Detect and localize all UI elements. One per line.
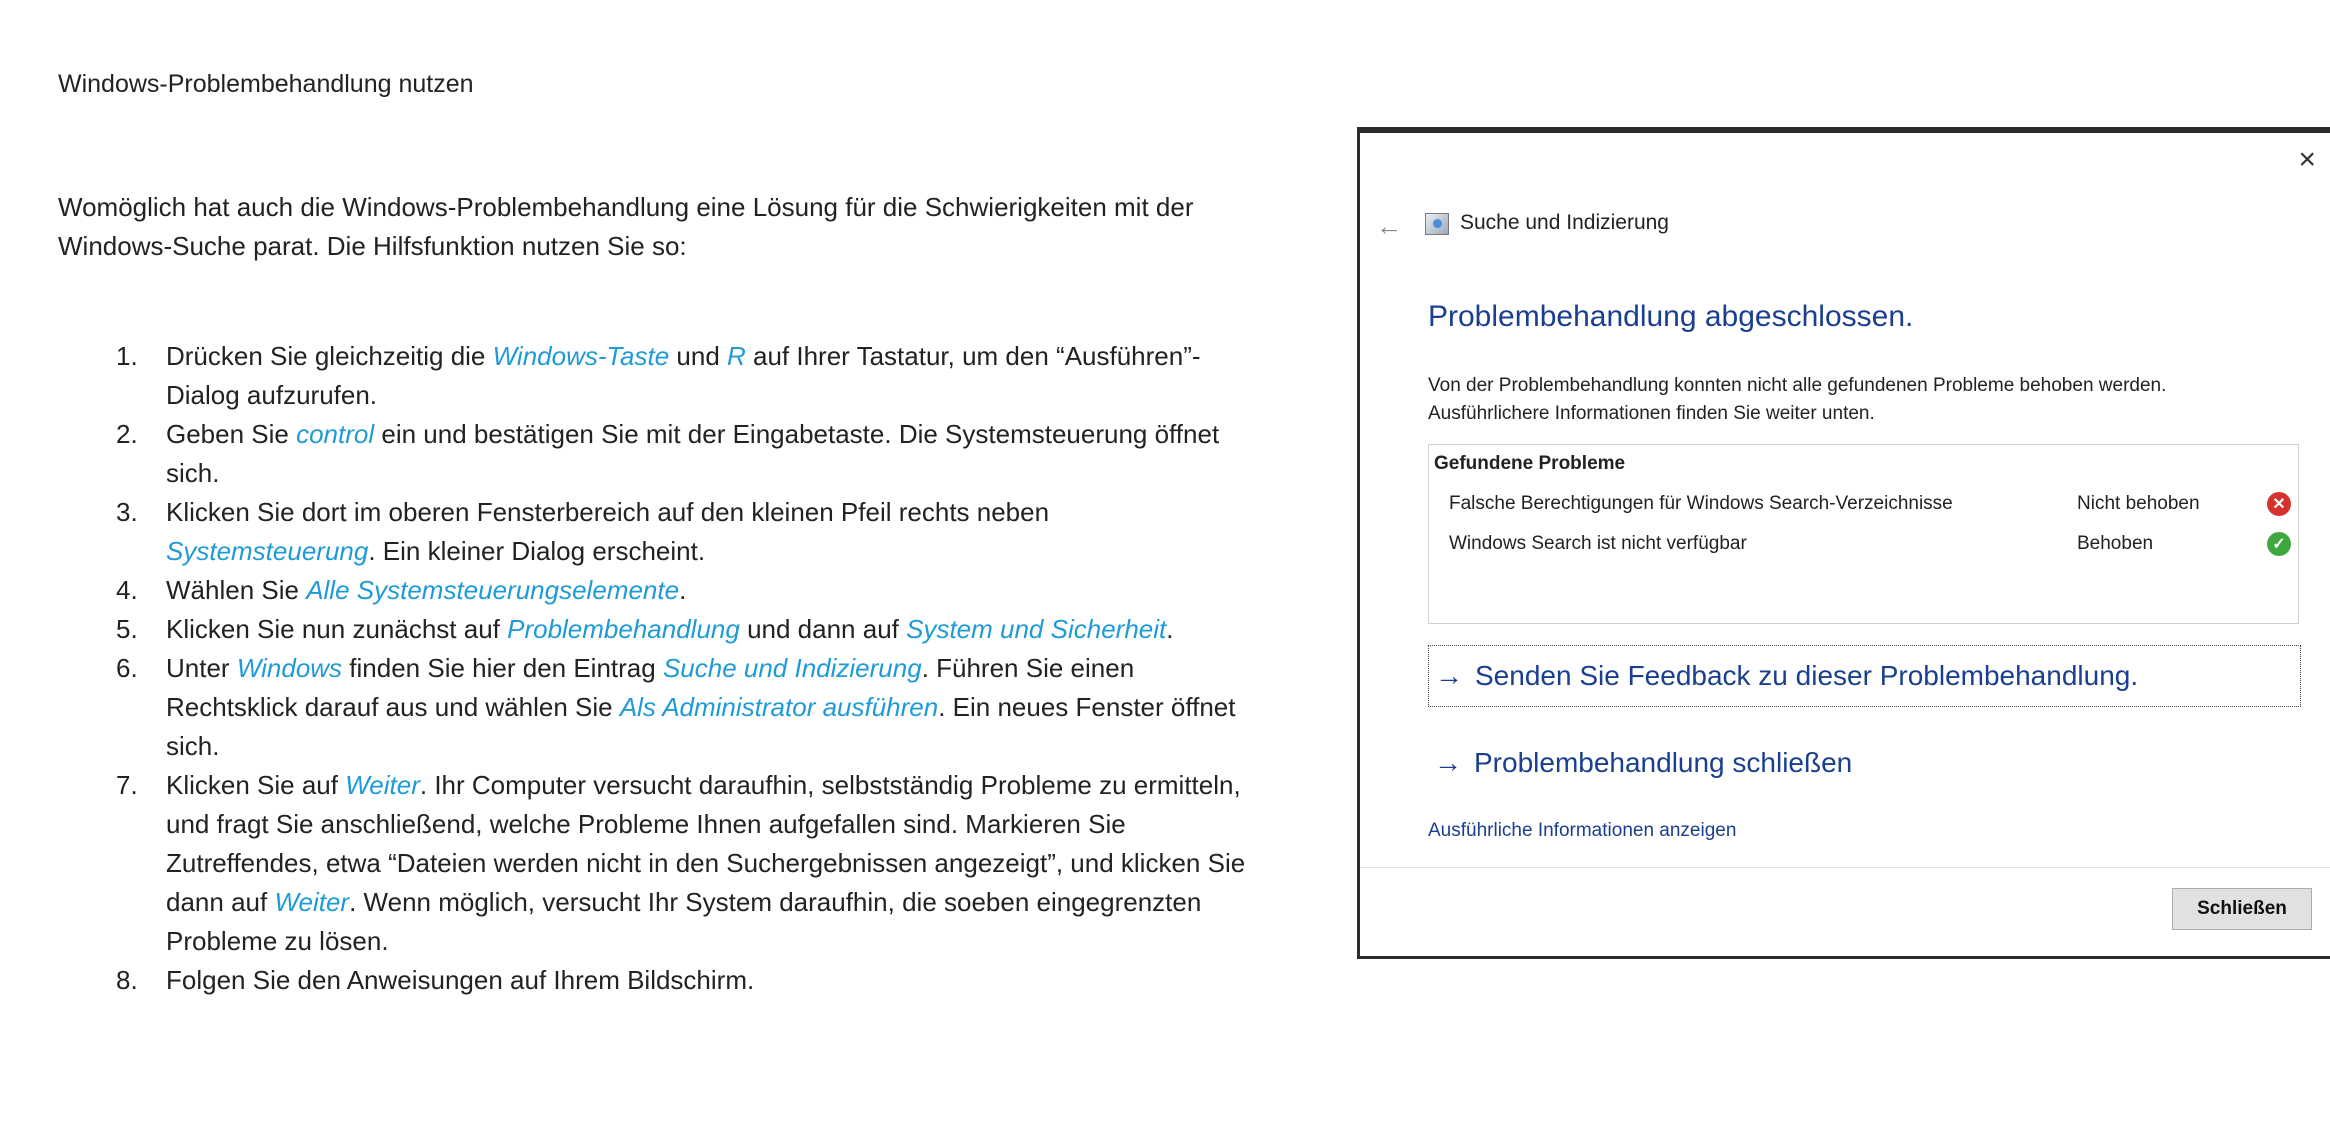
key-r-label: R bbox=[727, 341, 746, 371]
systemsteuerung-label: Systemsteuerung bbox=[166, 536, 369, 566]
problembehandlung-label: Problembehandlung bbox=[507, 614, 740, 644]
step-7: Klicken Sie auf Weiter. Ihr Computer versucht daraufhin, selbstständig Probleme zu ermitteln, und fragt Sie anschließend, welche Probleme Ihnen aufgefallen sind. Markieren Sie Zutreffendes, etwa “Dateien werden nicht in den Suchergebnissen angezeigt”, und klicken Sie dann auf Weiter. Wenn möglich, versucht Ihr System daraufhin, die soeben eingegrenzten Probleme zu lösen. bbox=[166, 770, 1246, 956]
article-intro: Womöglich hat auch die Windows-Problembehandlung eine Lösung für die Schwierigkeiten mit der Windows-Suche parat. Die Hilfsfunktion nutzen Sie so: bbox=[58, 192, 1194, 261]
steps-list bbox=[58, 337, 1258, 1000]
dialog-app-title: Suche und Indizierung bbox=[1460, 211, 1669, 234]
problem-name: Windows Search ist nicht verfügbar bbox=[1449, 533, 1747, 554]
details-link[interactable]: Ausführliche Informationen anzeigen bbox=[1428, 820, 1737, 841]
step-1: Drücken Sie gleichzeitig die Windows-Taste und R auf Ihrer Tastatur, um den “Ausführen”-Dialog aufzurufen. bbox=[166, 341, 1201, 410]
article-title: Windows-Problembehandlung nutzen bbox=[58, 70, 474, 98]
problem-status: Nicht behoben bbox=[2077, 493, 2200, 514]
step-8: Folgen Sie den Anweisungen auf Ihrem Bildschirm. bbox=[166, 965, 755, 995]
suche-indizierung-label: Suche und Indizierung bbox=[662, 653, 922, 683]
dialog-description: Von der Problembehandlung konnten nicht alle gefundenen Probleme behoben werden. Ausführlichere Informationen finden Sie weiter unten. bbox=[1428, 375, 2167, 424]
back-arrow-icon[interactable]: ← bbox=[1376, 211, 1402, 241]
system-sicherheit-label: System und Sicherheit bbox=[906, 614, 1167, 644]
step-5: Klicken Sie nun zunächst auf Problembehandlung und dann auf System und Sicherheit. bbox=[166, 614, 1174, 644]
arrow-right-icon: → bbox=[1434, 747, 1462, 778]
step-2: Geben Sie control ein und bestätigen Sie mit der Eingabetaste. Die Systemsteuerung öffnet sich. bbox=[166, 419, 1220, 488]
key-windows-label: Windows-Taste bbox=[492, 341, 670, 371]
feedback-link-label: Senden Sie Feedback zu dieser Problembehandlung. bbox=[1475, 660, 2139, 691]
problem-status: Behoben bbox=[2077, 533, 2154, 554]
arrow-right-icon: → bbox=[1435, 660, 1463, 691]
step-3: Klicken Sie dort im oberen Fensterbereich auf den kleinen Pfeil rechts neben Systemsteuerung. Ein kleiner Dialog erscheint. bbox=[166, 497, 1050, 566]
als-admin-label: Als Administrator ausführen bbox=[619, 692, 939, 722]
dialog-heading: Problembehandlung abgeschlossen. bbox=[1428, 300, 1914, 333]
dialog-footer bbox=[1360, 867, 2330, 956]
error-icon: ✕ bbox=[2267, 492, 2291, 516]
close-troubleshooter-label: Problembehandlung schließen bbox=[1474, 747, 1853, 778]
close-troubleshooter-link[interactable] bbox=[1434, 733, 1852, 793]
close-button[interactable]: Schließen bbox=[2172, 888, 2312, 930]
problems-box bbox=[1428, 444, 2299, 624]
feedback-link[interactable] bbox=[1428, 645, 2301, 707]
windows-label: Windows bbox=[236, 653, 343, 683]
alle-elemente-label: Alle Systemsteuerungselemente bbox=[306, 575, 680, 605]
check-icon: ✓ bbox=[2267, 532, 2291, 556]
problems-header: Gefundene Probleme bbox=[1434, 453, 1626, 474]
problem-row bbox=[1449, 533, 2289, 563]
weiter-label: Weiter bbox=[345, 770, 420, 800]
close-icon[interactable]: × bbox=[2298, 143, 2316, 176]
step-4: Wählen Sie Alle Systemsteuerungselemente. bbox=[166, 575, 687, 605]
step-6: Unter Windows finden Sie hier den Eintrag Suche und Indizierung. Führen Sie einen Rechtsklick darauf aus und wählen Sie Als Administrator ausführen. Ein neues Fenster öffnet sich. bbox=[166, 653, 1236, 761]
control-command-label: control bbox=[296, 419, 375, 449]
weiter-label-2: Weiter bbox=[274, 887, 350, 917]
problem-row bbox=[1449, 493, 2289, 523]
troubleshooter-dialog bbox=[1357, 127, 2330, 959]
problem-name: Falsche Berechtigungen für Windows Search-Verzeichnisse bbox=[1449, 493, 1953, 514]
search-indexing-icon bbox=[1425, 213, 1449, 235]
